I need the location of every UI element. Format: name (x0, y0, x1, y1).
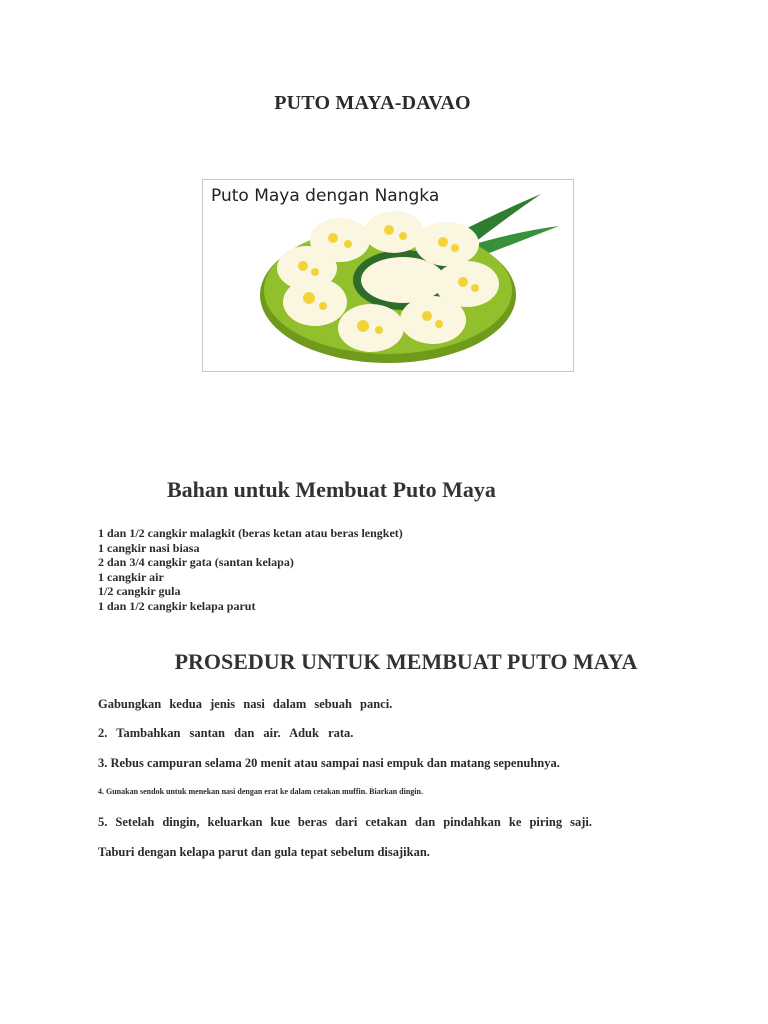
procedure-step: 2. Tambahkan santan dan air. Aduk rata. (98, 726, 354, 740)
ingredient-item: 1 cangkir nasi biasa (98, 540, 200, 555)
puto-maya-photo (202, 179, 574, 372)
ingredients-list (98, 526, 403, 614)
procedure-step: 4. Gunakan sendok untuk menekan nasi dengan erat ke dalam cetakan muffin. Biarkan dingin. (98, 787, 423, 796)
ingredients-heading: Bahan untuk Membuat Puto Maya (167, 477, 496, 502)
ingredient-item: 1 dan 1/2 cangkir kelapa parut (98, 598, 256, 613)
procedure-step: Gabungkan kedua jenis nasi dalam sebuah panci. (98, 697, 393, 711)
procedure-heading: PROSEDUR UNTUK MEMBUAT PUTO MAYA (174, 649, 638, 674)
photo-caption: Puto Maya dengan Nangka (211, 186, 440, 206)
ingredient-item: 1/2 cangkir gula (98, 584, 181, 599)
ingredient-item: 1 dan 1/2 cangkir malagkit (beras ketan atau beras lengket) (98, 526, 403, 540)
ingredient-item: 1 cangkir air (98, 569, 164, 584)
ingredient-item: 2 dan 3/4 cangkir gata (santan kelapa) (98, 555, 294, 570)
procedure-step: 5. Setelah dingin, keluarkan kue beras dari cetakan dan pindahkan ke piring saji. (98, 815, 592, 829)
page-title: PUTO MAYA-DAVAO (274, 92, 471, 114)
procedure-step: 3. Rebus campuran selama 20 menit atau sampai nasi empuk dan matang sepenuhnya. (98, 756, 560, 770)
procedure-step: Taburi dengan kelapa parut dan gula tepat sebelum disajikan. (98, 845, 430, 859)
puto-maya-illustration (203, 180, 573, 371)
